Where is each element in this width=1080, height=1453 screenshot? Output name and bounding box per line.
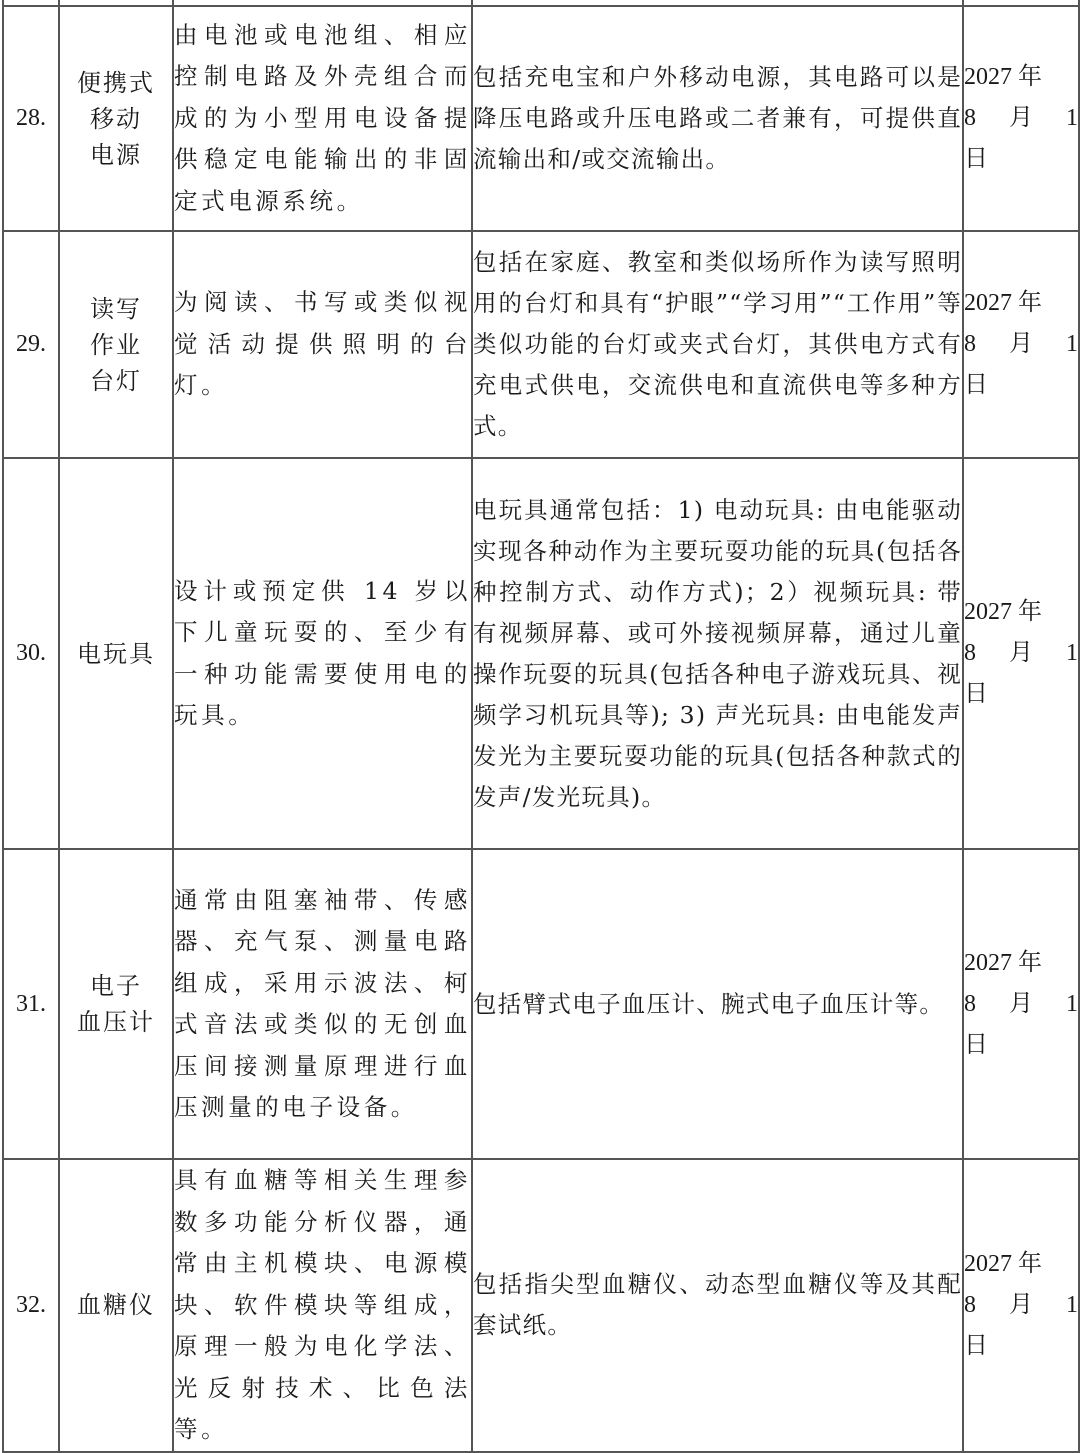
- date-year: 2027 年: [964, 599, 1042, 625]
- date-month-day: 8 月 1: [964, 331, 1078, 357]
- product-description: 包括在家庭、教室和类似场所作为读写照明用的台灯和具有“护眼”“学习用”“工作用”等类似功能的台灯或夹式台灯，其供电方式有充电式供电，交流供电和直流供电等多种方式。: [472, 231, 963, 458]
- table-row: [3, 6, 1079, 231]
- product-description: 包括充电宝和户外移动电源，其电路可以是降压电路或升压电路或二者兼有，可提供直流输出和/或交流输出。: [472, 6, 963, 231]
- date-day-unit: 日: [964, 372, 988, 398]
- product-definition: 通常由阻塞袖带、传感器、充气泵、测量电路组成，采用示波法、柯式音法或类似的无创血压间接测量原理进行血压测量的电子设备。: [173, 849, 472, 1159]
- product-name-line: 血压计: [77, 1008, 155, 1036]
- product-name-line: 移动: [90, 104, 142, 133]
- product-name-line: 电子: [90, 972, 142, 1000]
- effective-date: [963, 6, 1079, 231]
- effective-date: [963, 458, 1079, 849]
- date-day-unit: 日: [964, 1332, 988, 1359]
- row-number: 31.: [3, 849, 59, 1159]
- date-day-unit: 日: [964, 681, 988, 707]
- product-name-line: 作业: [90, 330, 142, 359]
- table-row: [3, 231, 1079, 458]
- product-name-line: 便携式: [77, 68, 155, 97]
- row-number: 29.: [3, 231, 59, 458]
- product-name: [59, 458, 173, 849]
- effective-date: [963, 849, 1079, 1159]
- date-day-unit: 日: [964, 1031, 988, 1058]
- product-name-line: 血糖仪: [77, 1291, 155, 1320]
- table-row: [3, 458, 1079, 849]
- date-year: 2027 年: [964, 290, 1042, 316]
- date-month-day: 8 月 1: [964, 105, 1078, 131]
- date-year: 2027 年: [964, 1250, 1042, 1277]
- product-name: [59, 849, 173, 1159]
- date-day-unit: 日: [964, 146, 988, 172]
- product-definition: 为阅读、书写或类似视觉活动提供照明的台灯。: [173, 231, 472, 458]
- date-month-day: 8 月 1: [964, 990, 1078, 1017]
- product-catalog-table: [2, 0, 1080, 1453]
- row-number: 30.: [3, 458, 59, 849]
- date-month-day: 8 月 1: [964, 640, 1078, 666]
- row-number: 28.: [3, 6, 59, 231]
- date-year: 2027 年: [964, 949, 1042, 976]
- row-number: 32.: [3, 1159, 59, 1452]
- table-row: [3, 849, 1079, 1159]
- product-description: 包括指尖型血糖仪、动态型血糖仪等及其配套试纸。: [472, 1159, 963, 1452]
- product-definition: 具有血糖等相关生理参数多功能分析仪器，通常由主机模块、电源模块、软件模块等组成，原理一般为电化学法、光反射技术、比色法等。: [173, 1159, 472, 1452]
- product-name: [59, 1159, 173, 1452]
- product-name-line: 读写: [90, 294, 142, 323]
- product-definition: 设计或预定供 14 岁以下儿童玩耍的、至少有一种功能需要使用电的玩具。: [173, 458, 472, 849]
- product-description: 电玩具通常包括：1) 电动玩具: 由电能驱动实现各种动作为主要玩耍功能的玩具(包括各种控制方式、动作方式)；2）视频玩具: 带有视频屏幕、或可外接视频屏幕，通过儿童操作玩耍的玩具(包括各种电子游戏玩具、视频学习机玩具等); 3) 声光玩具: 由电能发声发光为主要玩耍功能的玩具(包括各种款式的发声/发光玩具)。: [472, 458, 963, 849]
- product-name: [59, 6, 173, 231]
- table-row: [3, 1159, 1079, 1452]
- product-description: 包括臂式电子血压计、腕式电子血压计等。: [472, 849, 963, 1159]
- effective-date: [963, 231, 1079, 458]
- product-definition: 由电池或电池组、相应控制电路及外壳组合而成的为小型用电设备提供稳定电能输出的非固定式电源系统。: [173, 6, 472, 231]
- date-year: 2027 年: [964, 64, 1042, 90]
- product-name-line: 电源: [90, 140, 142, 169]
- effective-date: [963, 1159, 1079, 1452]
- product-name-line: 电玩具: [77, 639, 155, 668]
- date-month-day: 8 月 1: [964, 1291, 1078, 1318]
- product-name: [59, 231, 173, 458]
- product-name-line: 台灯: [90, 366, 142, 395]
